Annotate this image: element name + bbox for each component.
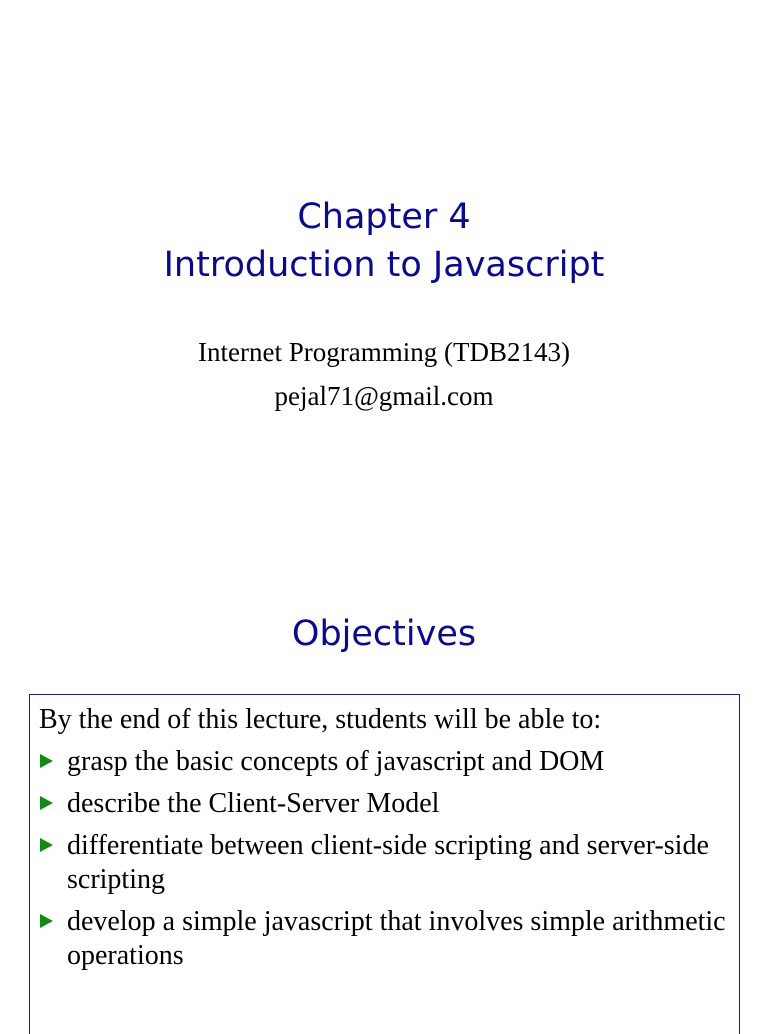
course-name: Internet Programming (TDB2143): [198, 337, 570, 367]
objectives-heading: Objectives: [291, 614, 477, 654]
triangle-bullet-icon: [40, 914, 53, 928]
triangle-bullet-icon: [40, 754, 53, 768]
list-item: [30, 745, 730, 779]
list-item: [30, 787, 730, 821]
objectives-box: [29, 694, 740, 1034]
objectives-intro: By the end of this lecture, students will be able to:: [39, 704, 602, 735]
list-item-text: grasp the basic concepts of javascript and DOM: [67, 746, 605, 777]
list-item-text: describe the Client-Server Model: [67, 788, 440, 819]
objectives-slide: [0, 576, 768, 1024]
list-item: [30, 905, 730, 973]
triangle-bullet-icon: [40, 838, 53, 852]
author-email: pejal71@gmail.com: [274, 381, 494, 411]
list-item-text: differentiate between client-side scripting and server-side scripting: [67, 830, 709, 895]
objectives-list: [30, 745, 730, 981]
triangle-bullet-icon: [40, 796, 53, 810]
list-item-text: develop a simple javascript that involves simple arithmetic operations: [67, 906, 726, 971]
chapter-title: Chapter 4: [297, 197, 471, 237]
chapter-subtitle: Introduction to Javascript: [163, 245, 605, 285]
list-item: [30, 829, 730, 897]
